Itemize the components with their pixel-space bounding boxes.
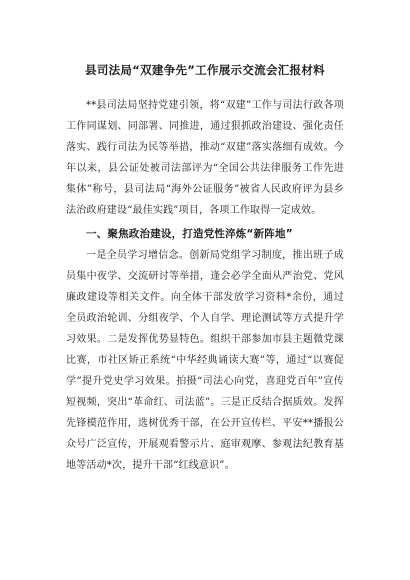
intro-paragraph: **县司法局坚持党建引领，将“双建”工作与司法行政各项工作同谋划、同部署、同推进，通过狠抓政治建设、强化责任落实、践行司法为民等举措，推动“双建”落实落细有成效。今年以来，县公证处被司法部评为“全国公共法律服务工作先进集体”称号，县司法局“海外公证服务”被省人民政府评为县乡法治政府建设“最佳实践”项目，各项工作取得一定成效。 bbox=[66, 100, 344, 216]
section-heading: 一、聚焦政治建设，打造党性淬炼“新阵地” bbox=[86, 228, 293, 240]
document-title: 县司法局“双建争先”工作展示交流会汇报材料 bbox=[85, 63, 325, 77]
section-paragraph: 一是全员学习增信念。创新局党组学习制度，推出班子成员集中夜学、交流研讨等举措，逢会必学全面从严治党、党风廉政建设等相关文件。向全体干部发放学习资料*余份，通过全员政治轮训、分组夜学、个人自学、理论测试等方式提升学习效果。二是发挥优势显特色。组织干部参加市县主题微党课比赛，市社区矫正系统“中华经典诵读大赛”等，通过“以赛促学”提升党史学习效果。拍摄“司法心向党，喜迎党百年”宣传短视频，突出“革命红、司法蓝”。三是正反结合据质效。发挥先锋模范作用，选树优秀干部，在公开宣传栏、平安**播报公众号广泛宣传，开展观看警示片、庭审观摩、参观法纪教育基地等活动*次，提升干部“红线意识”。 bbox=[66, 250, 344, 471]
